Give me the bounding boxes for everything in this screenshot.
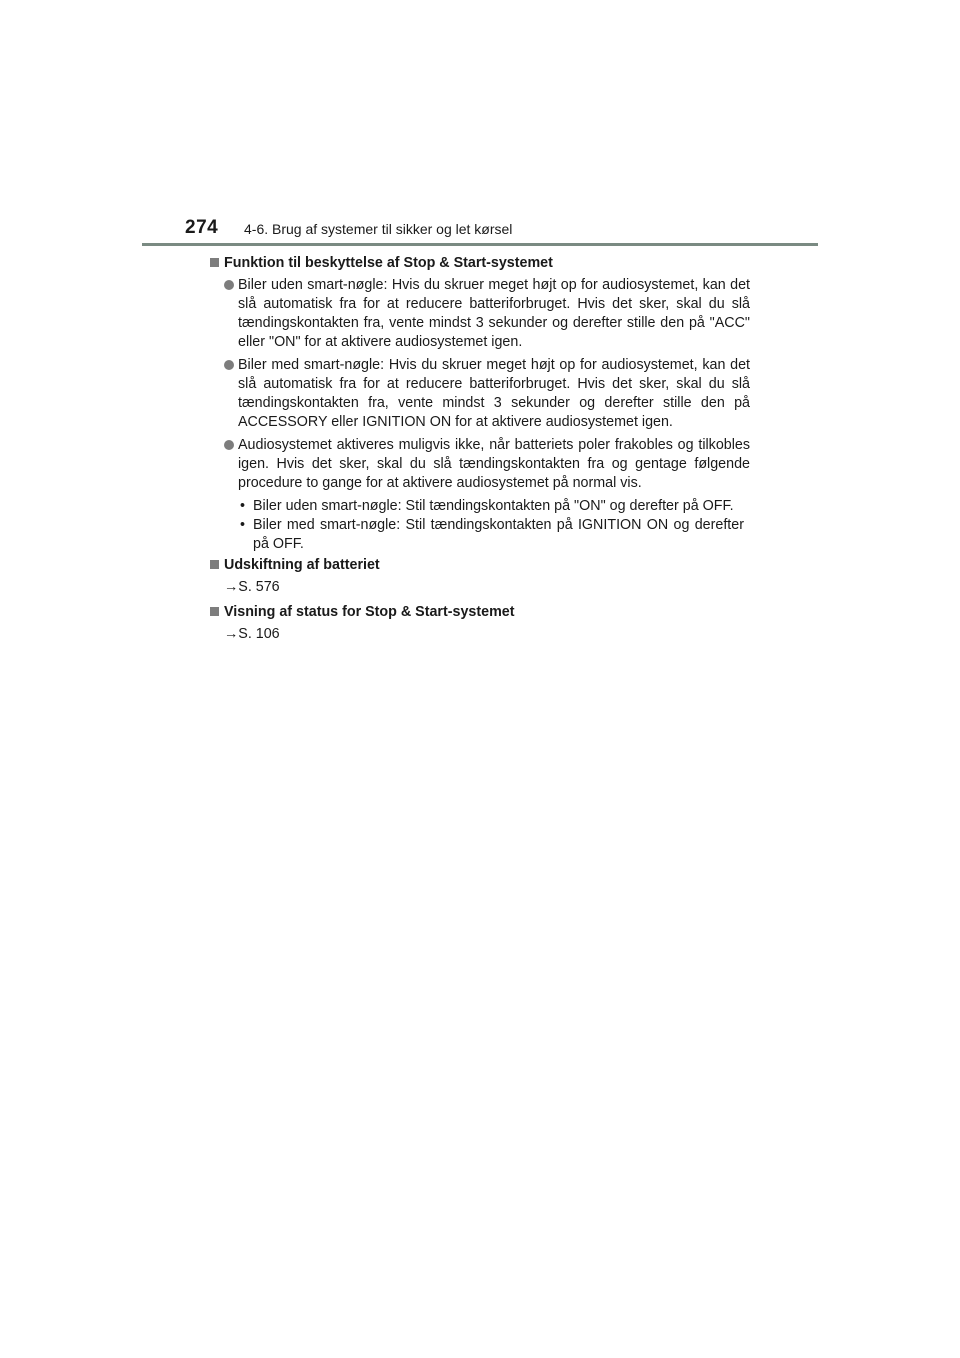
arrow-icon: → [224,579,239,595]
header-rule [142,243,818,246]
sub-bullet-marker: • [240,498,246,514]
square-icon [210,258,219,267]
page-reference[interactable] [210,625,750,644]
section-heading-stop-start-protection [210,254,750,273]
bullet-item [210,356,750,432]
bullet-item [210,436,750,493]
arrow-icon: → [224,626,239,642]
dot-icon [224,280,234,290]
chapter-title: 4-6. Brug af systemer til sikker og let kørsel [244,221,513,237]
sub-list-item [238,516,750,554]
page-reference[interactable] [210,578,750,597]
section-heading-battery-replacement [210,556,750,575]
sub-list [210,497,750,554]
square-icon [210,560,219,569]
square-icon [210,607,219,616]
section-heading-status-display [210,603,750,622]
bullet-text: Audiosystemet aktiveres muligvis ikke, når batteriets poler frakobles og tilkobles igen. Hvis det sker, skal du slå tændingskontakten fra og gentage følgende procedure to gange for at aktivere audiosystemet på normal vis. [238,437,750,491]
dot-icon [224,440,234,450]
page-reference-text: S. 576 [238,579,280,595]
bullet-item [210,276,750,352]
bullet-text: Biler med smart-nøgle: Hvis du skruer meget højt op for audiosystemet, kan det slå automatisk fra for at reducere batteriforbruget. Hvis det sker, skal du slå tændingskontakten fra, vente mindst 3 sekunder og derefter stille den på ACCESSORY eller IGNITION ON for at aktivere audiosystemet igen. [238,357,750,430]
page-reference-text: S. 106 [238,626,280,642]
section-heading-text: Funktion til beskyttelse af Stop & Start-systemet [224,255,553,271]
sub-item-text: Biler uden smart-nøgle: Stil tændingskontakten på "ON" og derefter på OFF. [253,498,734,514]
sub-list-item [238,497,750,516]
section-heading-text: Visning af status for Stop & Start-systemet [224,604,515,620]
page-content [210,254,750,647]
page-number: 274 [185,217,219,238]
bullet-text: Biler uden smart-nøgle: Hvis du skruer meget højt op for audiosystemet, kan det slå automatisk fra for at reducere batteriforbruget. Hvis det sker, skal du slå tændingskontakten fra, vente mindst 3 sekunder og derefter stille den på "ACC" eller "ON" for at aktivere audiosystemet igen. [238,277,750,350]
sub-bullet-marker: • [240,517,246,533]
sub-item-text: Biler med smart-nøgle: Stil tændingskontakten på IGNITION ON og derefter på OFF. [253,517,744,552]
section-heading-text: Udskiftning af batteriet [224,557,380,573]
dot-icon [224,360,234,370]
